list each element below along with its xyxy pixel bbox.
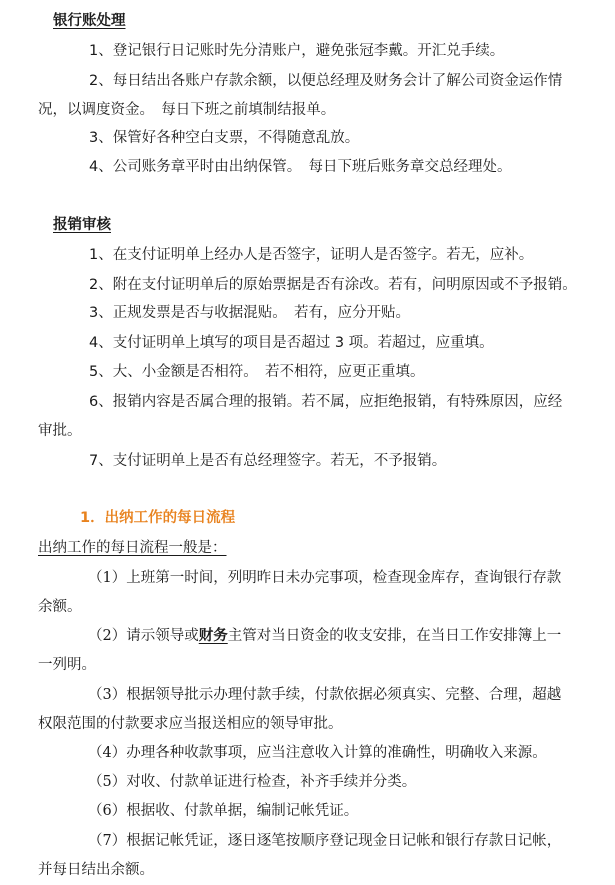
daily-line-4: （4）办理各种收款事项，应当注意收入计算的准确性，明确收入来源。 xyxy=(88,745,547,761)
daily-line-3-cont: 权限范围的付款要求应当报送相应的领导审批。 xyxy=(38,716,343,732)
bank-item-3: 3、保管好各种空白支票，不得随意乱放。 xyxy=(89,130,360,146)
bank-item-2: 2、每日结出各账户存款余额，以便总经理及财务会计了解公司资金运作情 xyxy=(89,73,563,89)
audit-item-2: 2、附在支付证明单后的原始票据是否有涂改。若有，问明原因或不予报销。 xyxy=(89,277,577,293)
daily-line-6: （6）根据收、付款单据，编制记帐凭证。 xyxy=(88,803,359,819)
audit-item-4: 4、支付证明单上填写的项目是否超过 3 项。若超过，应重填。 xyxy=(89,335,494,351)
finance-link[interactable]: 财务 xyxy=(198,628,228,644)
bank-item-1: 1、登记银行日记账时先分清账户，避免张冠李戴。开汇兑手续。 xyxy=(89,43,505,59)
section-heading-audit: 报销审核 xyxy=(53,217,111,233)
daily-line-7-cont: 并每日结出余额。 xyxy=(38,862,154,878)
audit-item-6-cont: 审批。 xyxy=(38,423,82,439)
audit-item-5: 5、大、小金额是否相符。 若不相符，应更正重填。 xyxy=(89,364,425,380)
daily-intro: 出纳工作的每日流程一般是： xyxy=(38,540,227,556)
audit-item-7: 7、支付证明单上是否有总经理签字。若无，不予报销。 xyxy=(89,453,447,469)
audit-item-1: 1、在支付证明单上经办人是否签字，证明人是否签字。若无，应补。 xyxy=(89,247,534,263)
daily-line-1: （1）上班第一时间，列明昨日未办完事项，检查现金库存，查询银行存款 xyxy=(88,570,562,586)
daily-line-2-end: 主管对当日资金的收支安排，在当日工作安排簿上一 xyxy=(227,628,562,644)
section-heading-daily: 1．出纳工作的每日流程 xyxy=(80,510,236,526)
daily-line-7: （7）根据记帐凭证，逐日逐笔按顺序登记现金日记帐和银行存款日记帐， xyxy=(88,833,562,849)
daily-line-5: （5）对收、付款单证进行检查，补齐手续并分类。 xyxy=(88,774,417,790)
bank-item-4: 4、公司账务章平时由出纳保管。 每日下班后账务章交总经理处。 xyxy=(89,159,512,175)
daily-line-1-cont: 余额。 xyxy=(38,599,82,615)
daily-line-2 xyxy=(88,626,561,646)
daily-line-3: （3）根据领导批示办理付款手续，付款依据必须真实、完整、合理，超越 xyxy=(88,687,562,703)
audit-item-6: 6、报销内容是否属合理的报销。若不属，应拒绝报销，有特殊原因，应经 xyxy=(89,394,563,410)
audit-item-3: 3、正规发票是否与收据混贴。 若有，应分开贴。 xyxy=(89,305,410,321)
bank-item-2-cont: 况，以调度资金。 每日下班之前填制结报单。 xyxy=(38,102,336,118)
section-heading-bank: 银行账处理 xyxy=(53,13,126,29)
daily-line-2-start: （2）请示领导或 xyxy=(88,628,199,644)
daily-line-2-cont: 一列明。 xyxy=(38,657,96,673)
